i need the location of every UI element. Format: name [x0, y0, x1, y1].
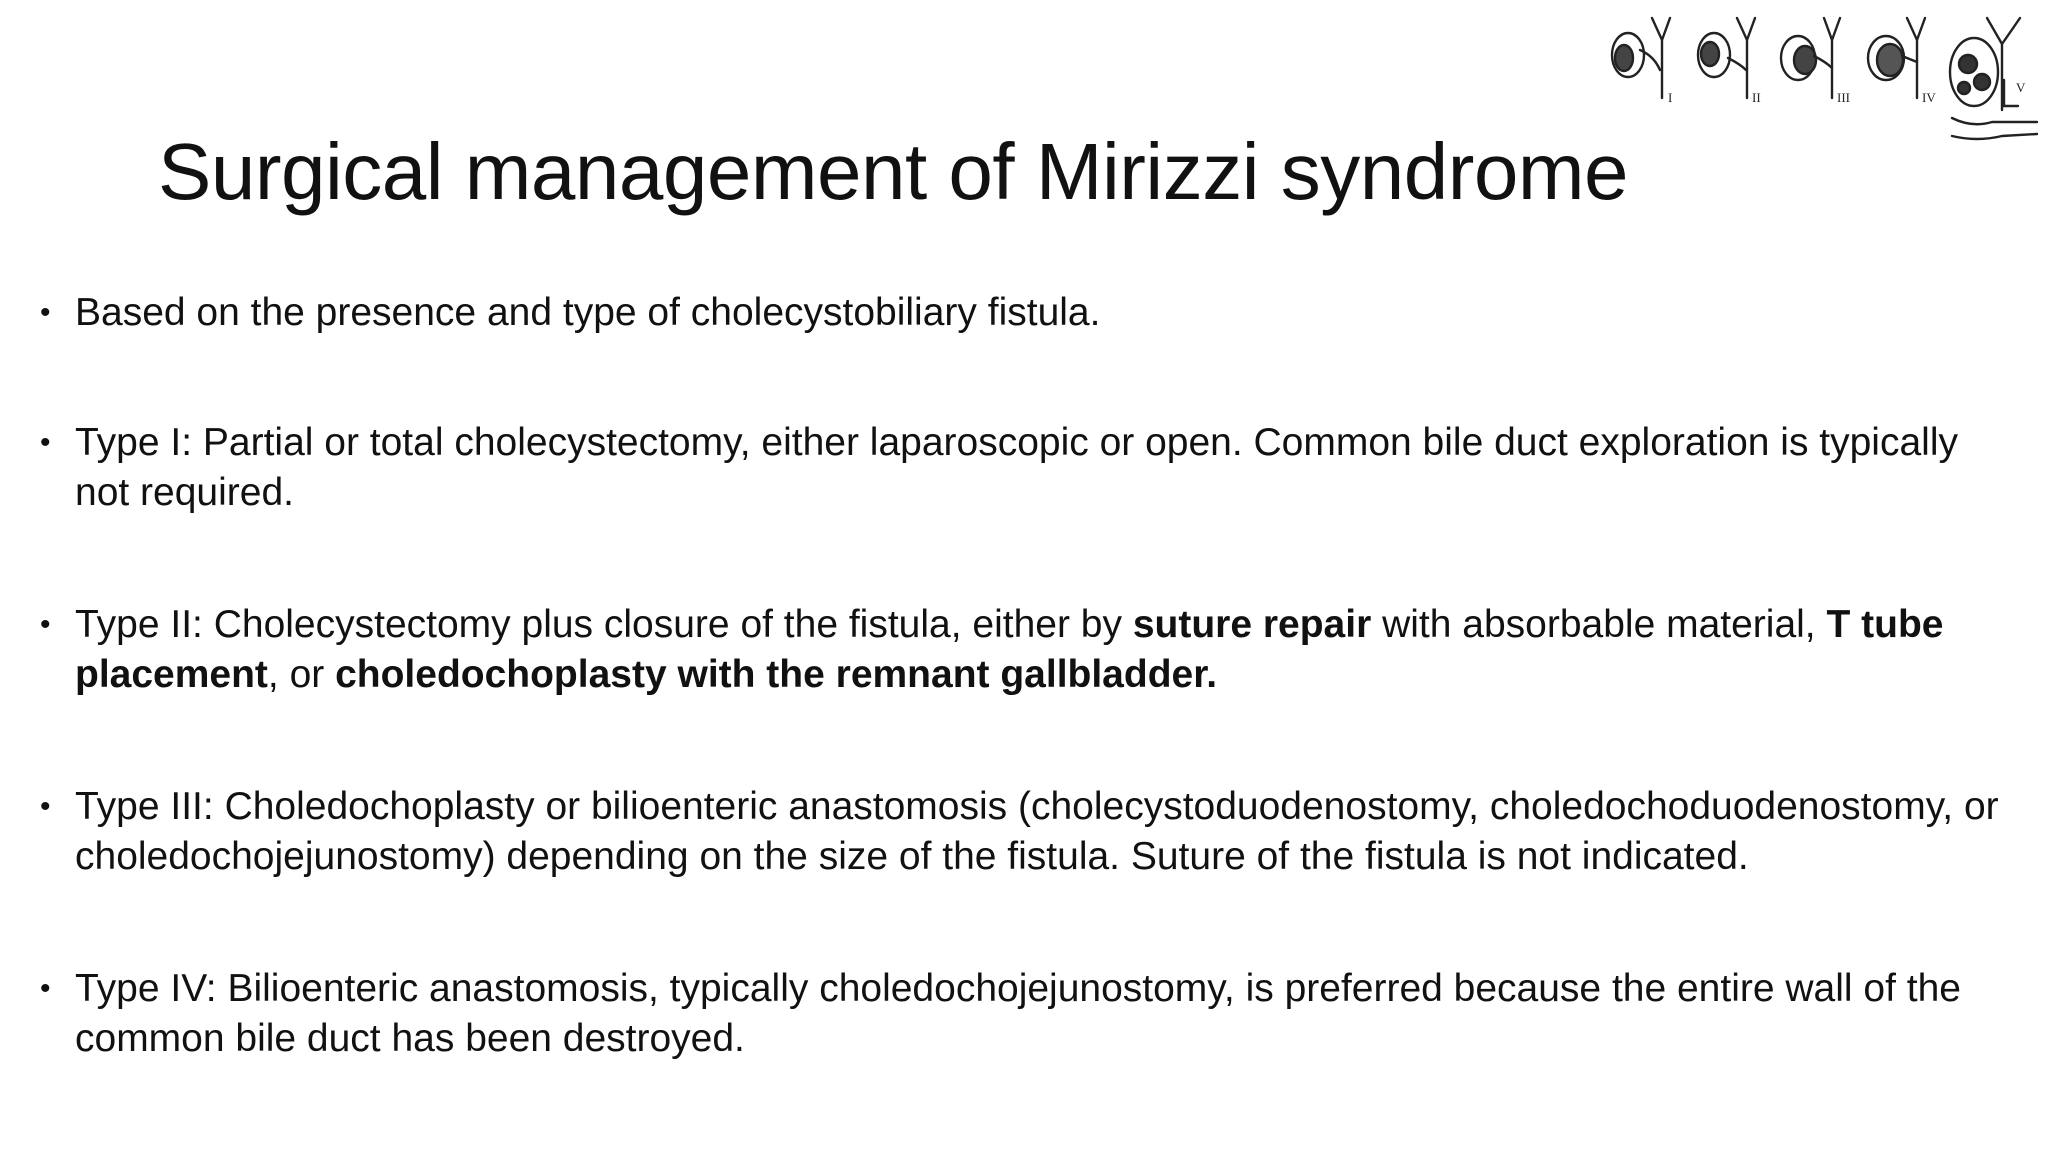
- bullet-dot: •: [40, 790, 51, 823]
- type-i-sketch: [1612, 18, 1670, 98]
- bullet-dot: •: [40, 426, 51, 459]
- bullet-dot: •: [40, 972, 51, 1005]
- type-v-sketch: [1950, 18, 2037, 139]
- choledochoplasty-emphasis: choledochoplasty with the remnant gallbladder.: [335, 653, 1218, 696]
- bullet-type-ii-text-3: , or: [267, 653, 336, 696]
- type-iii-sketch: [1781, 18, 1840, 98]
- type-ii-label: II: [1752, 90, 1761, 105]
- type-i-label: I: [1668, 90, 1673, 105]
- bullet-type-ii-text-2: with absorbable material,: [1371, 603, 1827, 646]
- type-iv-label: IV: [1922, 90, 1936, 105]
- bullet-list: [40, 288, 2010, 1064]
- type-ii-sketch: [1698, 18, 1755, 98]
- bullet-type-ii: [40, 600, 2010, 700]
- bullet-type-ii-text-1: Type II: Cholecystectomy plus closure of the fistula, either by: [75, 603, 1133, 646]
- bullet-intro: [40, 288, 2010, 338]
- bullet-type-iv: [40, 964, 2010, 1064]
- bullet-type-i: [40, 418, 2010, 518]
- bullet-type-i-text: Type I: Partial or total cholecystectomy, either laparoscopic or open. Common bile duct exploration is typically not required.: [75, 421, 1958, 514]
- bullet-dot: •: [40, 608, 51, 641]
- type-iv-sketch: [1868, 18, 1925, 98]
- slide-title: Surgical management of Mirizzi syndrome: [158, 127, 1628, 216]
- t-tube-emphasis: T tube placement: [75, 603, 1944, 696]
- bullet-type-iv-text: Type IV: Bilioenteric anastomosis, typically choledochojejunostomy, is preferred because the entire wall of the common bile duct has been destroyed.: [75, 967, 1961, 1060]
- type-iii-label: III: [1837, 90, 1850, 105]
- bullet-dot: •: [40, 296, 51, 329]
- bullet-type-iii-text: Type III: Choledochoplasty or bilioenteric anastomosis (cholecystoduodenostomy, choledochoduodenostomy, or choledochojejunostomy) depending on the size of the fistula. Suture of the fistula is not indicated.: [75, 785, 1999, 878]
- bullet-intro-text: Based on the presence and type of cholecystobiliary fistula.: [75, 291, 1101, 334]
- suture-repair-emphasis: suture repair: [1132, 603, 1372, 646]
- bullet-type-iii: [40, 782, 2010, 882]
- type-v-label: V: [2016, 80, 2026, 95]
